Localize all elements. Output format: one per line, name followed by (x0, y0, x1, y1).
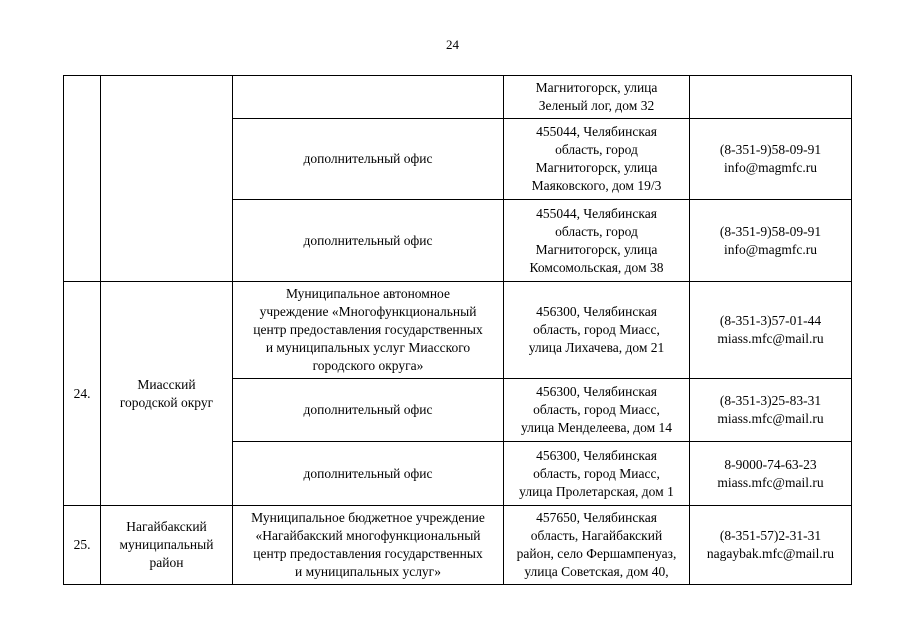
contacts-cell (690, 76, 852, 119)
table-row (64, 76, 852, 119)
address-cell: 457650, Челябинская область, Нагайбакский район, село Фершампенуаз, улица Советская, дом 40, (504, 506, 690, 585)
page-number: 24 (446, 37, 459, 52)
table-row (64, 282, 852, 379)
organization-cell: Муниципальное бюджетное учреждение «Нагайбакский многофункциональный центр предоставления государственных и муниципальных услуг» (233, 506, 504, 585)
contacts-cell: (8-351-3)25-83-31 miass.mfc@mail.ru (690, 379, 852, 442)
table-row (64, 506, 852, 585)
row-number-cell: 24. (64, 282, 101, 506)
address-cell: 456300, Челябинская область, город Миасс, улица Пролетарская, дом 1 (504, 442, 690, 506)
organization-cell: дополнительный офис (233, 442, 504, 506)
row-number-cell (64, 76, 101, 282)
municipality-cell: Миасский городской округ (101, 282, 233, 506)
organization-cell: Муниципальное автономное учреждение «Многофункциональный центр предоставления государственных и муниципальных услуг Миасского городского округа» (233, 282, 504, 379)
organization-cell: дополнительный офис (233, 119, 504, 200)
contacts-cell: 8-9000-74-63-23 miass.mfc@mail.ru (690, 442, 852, 506)
contacts-cell: (8-351-9)58-09-91 info@magmfc.ru (690, 200, 852, 282)
address-cell: Магнитогорск, улица Зеленый лог, дом 32 (504, 76, 690, 119)
address-cell: 455044, Челябинская область, город Магнитогорск, улица Комсомольская, дом 38 (504, 200, 690, 282)
organization-cell: дополнительный офис (233, 379, 504, 442)
address-cell: 456300, Челябинская область, город Миасс, улица Лихачева, дом 21 (504, 282, 690, 379)
row-number-cell: 25. (64, 506, 101, 585)
municipality-cell (101, 76, 233, 282)
contacts-cell: (8-351-3)57-01-44 miass.mfc@mail.ru (690, 282, 852, 379)
address-cell: 455044, Челябинская область, город Магнитогорск, улица Маяковского, дом 19/3 (504, 119, 690, 200)
mfc-registry-table (63, 75, 852, 585)
address-cell: 456300, Челябинская область, город Миасс, улица Менделеева, дом 14 (504, 379, 690, 442)
organization-cell: дополнительный офис (233, 200, 504, 282)
organization-cell (233, 76, 504, 119)
municipality-cell: Нагайбакский муниципальный район (101, 506, 233, 585)
contacts-cell: (8-351-9)58-09-91 info@magmfc.ru (690, 119, 852, 200)
contacts-cell: (8-351-57)2-31-31 nagaybak.mfc@mail.ru (690, 506, 852, 585)
